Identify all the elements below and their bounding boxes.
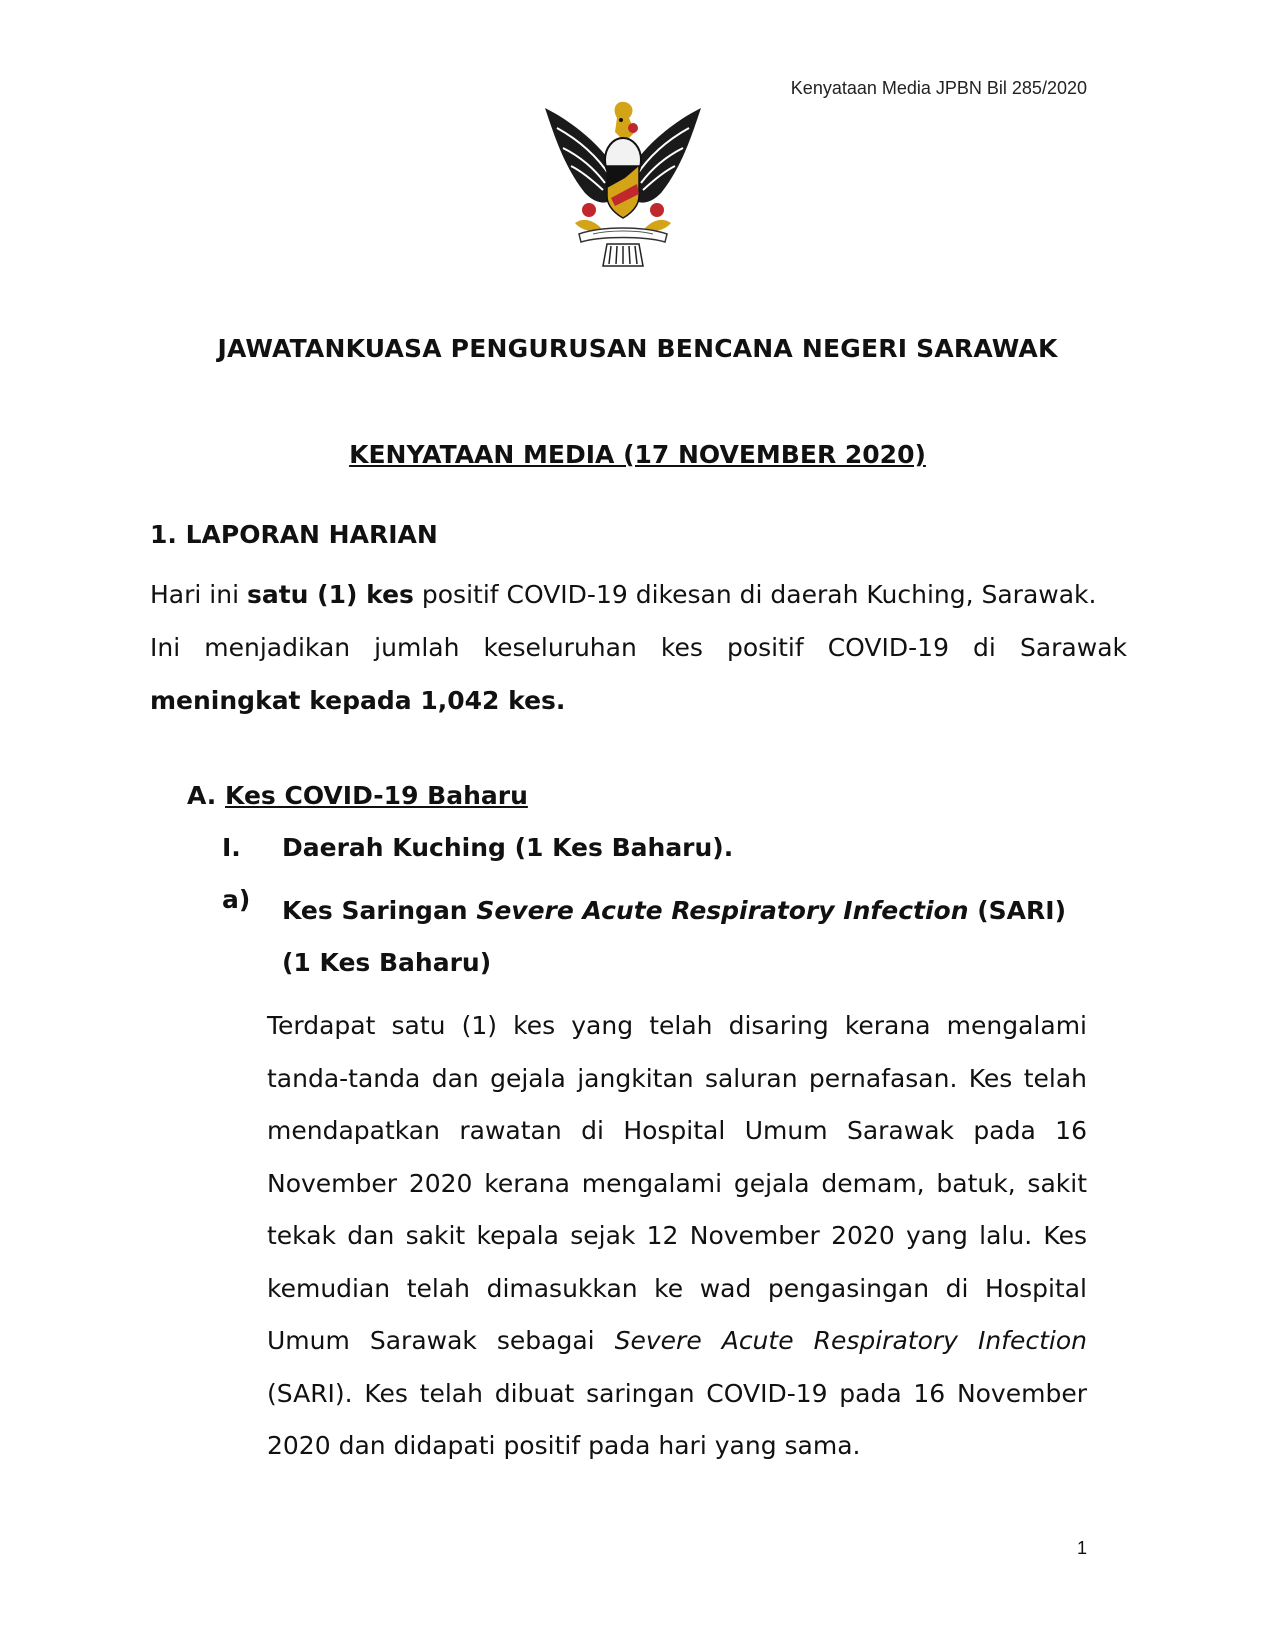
subsection-heading [187, 781, 528, 810]
detail-line: mendapatkan rawatan di Hospital Umum Sarawak pada 16 [267, 1116, 1087, 1145]
detail-line: tekak dan sakit kepala sejak 12 November 2020 yang lalu. Kes [267, 1221, 1087, 1250]
statement-title: KENYATAAN MEDIA (17 NOVEMBER 2020) [349, 440, 926, 469]
case-detail-paragraph [267, 1000, 1087, 1473]
screening-term: Severe Acute Respiratory Infection [476, 896, 969, 925]
detail-line: Terdapat satu (1) kes yang telah disaring kerana mengalami [267, 1011, 1087, 1040]
screening-title [282, 885, 1102, 937]
detail-term: Severe Acute Respiratory Infection [614, 1326, 1087, 1355]
screening-text: (SARI) [968, 896, 1066, 925]
report-line-2: Ini menjadikan jumlah keseluruhan kes positif COVID-19 di Sarawak [150, 633, 1127, 662]
subsection-title: Kes COVID-19 Baharu [225, 781, 528, 810]
detail-text: Umum Sarawak sebagai [267, 1326, 615, 1355]
detail-line: (SARI). Kes telah dibuat saringan COVID-19 pada 16 November [267, 1378, 1087, 1408]
screening-text: Kes Saringan [282, 896, 477, 925]
detail-line: kemudian telah dimasukkan ke wad pengasingan di Hospital [267, 1273, 1087, 1303]
subsection-marker: A. [187, 781, 217, 810]
detail-line: tanda-tanda dan gejala jangkitan saluran pernafasan. Kes telah [267, 1063, 1087, 1093]
document-reference: Kenyataan Media JPBN Bil 285/2020 [790, 78, 1087, 98]
committee-title: JAWATANKUASA PENGURUSAN BENCANA NEGERI SARAWAK [217, 334, 1058, 363]
new-case-count: satu (1) kes [246, 580, 414, 609]
detail-line [267, 1315, 1087, 1368]
report-text: Hari ini [150, 580, 247, 609]
section-heading: 1. LAPORAN HARIAN [150, 520, 438, 549]
screening-count: (1 Kes Baharu) [282, 948, 492, 977]
daily-report-paragraph [150, 568, 1127, 727]
item-marker: I. [222, 833, 241, 862]
detail-line: November 2020 kerana mengalami gejala demam, batuk, sakit [267, 1168, 1087, 1198]
item-marker: a) [222, 885, 251, 914]
detail-line: 2020 dan didapati positif pada hari yang sama. [267, 1431, 861, 1460]
total-cases-line: meningkat kepada 1,042 kes. [150, 686, 566, 715]
district-title: Daerah Kuching (1 Kes Baharu). [282, 833, 734, 862]
sarawak-coat-of-arms-icon [545, 98, 701, 268]
page-number: 1 [1076, 1538, 1087, 1558]
district-item [222, 833, 733, 862]
report-line-1 [150, 568, 1127, 621]
report-text: positif COVID-19 dikesan di daerah Kuching, Sarawak. [413, 580, 1097, 609]
screening-item [222, 885, 1102, 989]
